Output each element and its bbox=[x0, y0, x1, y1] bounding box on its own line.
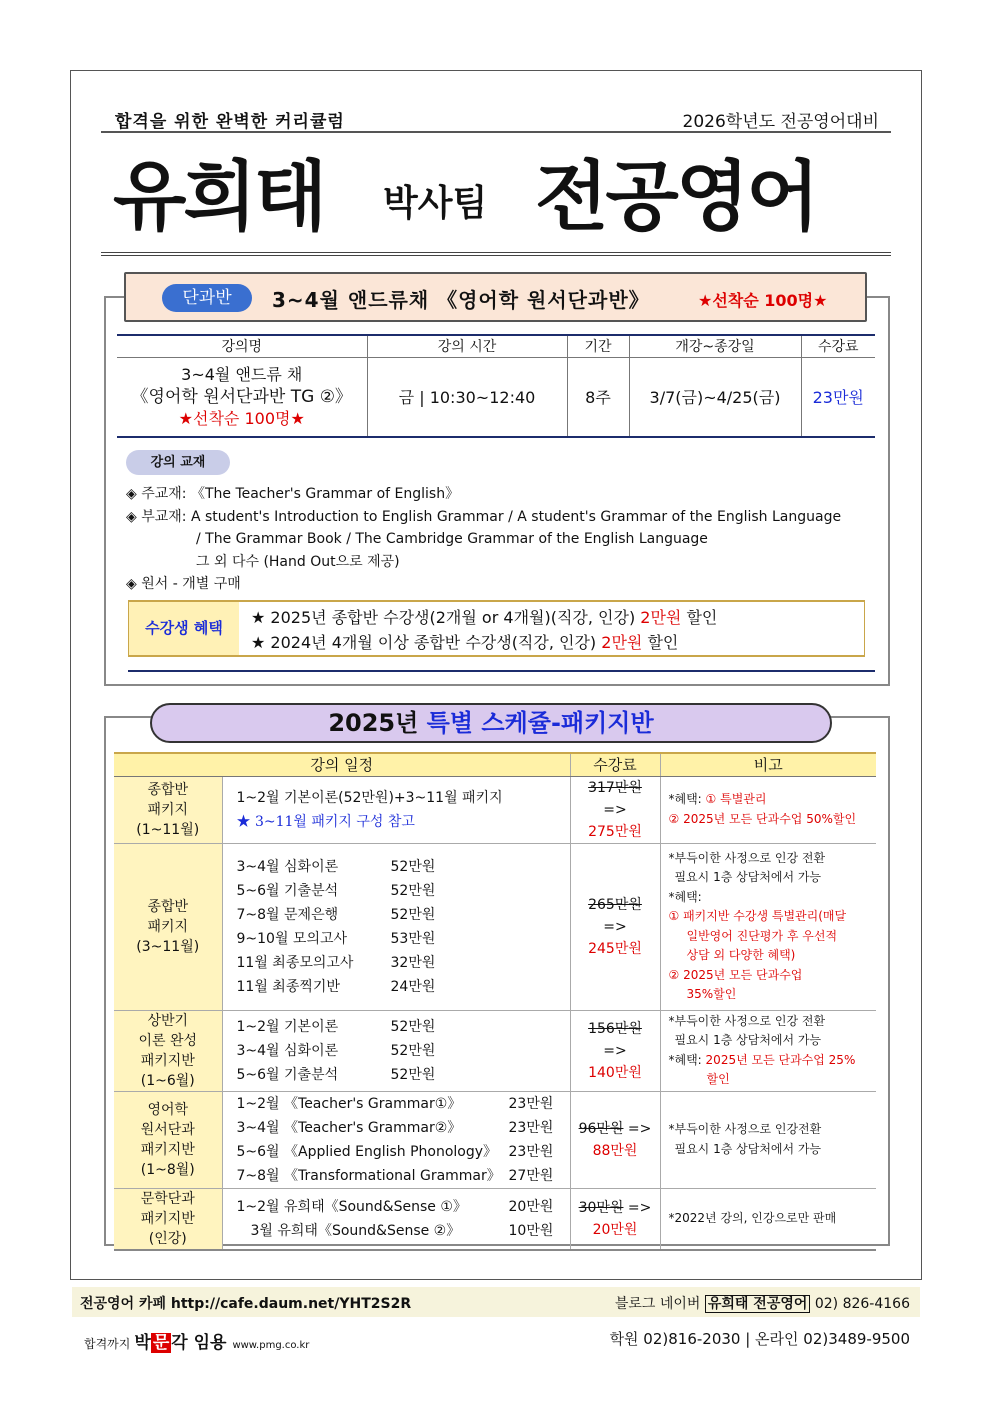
col-note: 비고 bbox=[660, 753, 876, 776]
col-fee: 수강료 bbox=[570, 753, 660, 776]
sub-textbook-1: ◈ 부교재: A student's Introduction to English Grammar / A student's Grammar of the English Language bbox=[126, 508, 842, 525]
benefit-2-amount: 2만원 bbox=[601, 633, 643, 652]
footer bbox=[84, 1326, 910, 1354]
package-title-text: 특별 스케쥴-패키지반 bbox=[426, 709, 654, 737]
row-schedule: 1~2월 《Teacher's Grammar①》 23만원 3~4월 《Teacher's Grammar②》 23만원 5~6월 《Applied English Phonology》 23만원 7~8월 《Transformational Grammar》 27만원 bbox=[222, 1091, 570, 1188]
row-fee: 156만원 => 140만원 bbox=[570, 1010, 660, 1091]
course-type-pill: 단과반 bbox=[162, 284, 252, 312]
course-name-line3: ★선착순 100명★ bbox=[178, 408, 305, 428]
row-fee: 96만원 => 88만원 bbox=[570, 1091, 660, 1188]
sub-textbook-2: / The Grammar Book / The Cambridge Grammar of the English Language bbox=[196, 531, 708, 547]
table-row bbox=[114, 843, 876, 1010]
benefit-line-2 bbox=[251, 630, 717, 655]
col-course-name: 강의명 bbox=[117, 335, 367, 357]
year-label: 2026학년도 전공영어대비 bbox=[682, 112, 879, 132]
row-note: *부득이한 사정으로 인강 전환 필요시 1층 상담처에서 가능 *혜택: ① 패키지반 수강생 특별관리(매달 일반영어 진단평가 후 우선적 상담 외 다양한 혜택) ② 2025년 모든 단과수업 35%할인 bbox=[660, 843, 876, 1010]
contact-bar bbox=[72, 1287, 920, 1317]
course-table bbox=[117, 334, 875, 438]
course-title: 3~4월 앤드류채 《영어학 원서단과반》 bbox=[272, 288, 650, 312]
benefit-1-amount: 2만원 bbox=[640, 608, 682, 627]
time-cell: 금 | 10:30~12:40 bbox=[367, 357, 567, 437]
dates-cell: 3/7(금)~4/25(금) bbox=[629, 357, 801, 437]
title-subject: 전공영어 bbox=[535, 152, 817, 241]
benefit-2-suffix: 할인 bbox=[642, 633, 679, 652]
row-schedule: 1~2월 기본이론 52만원 3~4월 심화이론 52만원 5~6월 기출분석 52만원 bbox=[222, 1010, 570, 1091]
phone-numbers: 학원 02)816-2030 | 온라인 02)3489-9500 bbox=[609, 1330, 910, 1348]
period-cell: 8주 bbox=[567, 357, 629, 437]
main-title bbox=[101, 138, 891, 256]
col-dates: 개강~종강일 bbox=[629, 335, 801, 357]
header-top bbox=[101, 105, 891, 133]
textbook-pill: 강의 교재 bbox=[126, 450, 230, 475]
benefit-2-text: ★ 2024년 4개월 이상 종합반 수강생(직강, 인강) bbox=[251, 633, 602, 652]
tagline: 합격을 위한 완벽한 커리큘럼 bbox=[115, 112, 345, 132]
table-row bbox=[117, 357, 875, 437]
fee-cell: 23만원 bbox=[801, 357, 875, 437]
table-row bbox=[114, 1010, 876, 1091]
course-name-line2: 《영어학 원서단과반 TG ②》 bbox=[131, 386, 352, 407]
row-category: 종합반 패키지 (3~11월) bbox=[114, 843, 222, 1010]
package-title-year: 2025년 bbox=[328, 709, 427, 737]
blog-info: 블로그 네이버 유희태 전공영어 02) 826-4166 bbox=[614, 1296, 910, 1312]
row-note: *혜택: ① 특별관리 ② 2025년 모든 단과수업 50%할인 bbox=[660, 776, 876, 843]
schedule-note: ★ 3~11월 패키지 구성 참고 bbox=[236, 813, 415, 830]
col-fee: 수강료 bbox=[801, 335, 875, 357]
row-note: *2022년 강의, 인강으로만 판매 bbox=[660, 1188, 876, 1250]
benefit-lines bbox=[251, 605, 717, 655]
col-period: 기간 bbox=[567, 335, 629, 357]
benefit-1-suffix: 할인 bbox=[681, 608, 718, 627]
title-name: 유희태 bbox=[113, 152, 325, 241]
blog-link[interactable]: 유희태 전공영어 bbox=[705, 1295, 811, 1313]
cafe-link[interactable]: 전공영어 카페 http://cafe.daum.net/YHT2S2R bbox=[80, 1296, 412, 1312]
table-row bbox=[114, 1091, 876, 1188]
benefit-line-1 bbox=[251, 605, 717, 630]
benefit-label: 수강생 혜택 bbox=[129, 602, 239, 655]
package-banner bbox=[150, 703, 832, 743]
row-fee: 30만원 => 20만원 bbox=[570, 1188, 660, 1250]
publisher-logo: 합격까지 박 문 각 임용 www.pmg.co.kr bbox=[84, 1333, 310, 1353]
benefit-1-text: ★ 2025년 종합반 수강생(2개월 or 4개월)(직강, 인강) bbox=[251, 608, 641, 627]
col-time: 강의 시간 bbox=[367, 335, 567, 357]
row-category: 종합반 패키지 (1~11월) bbox=[114, 776, 222, 843]
package-table bbox=[114, 752, 876, 1251]
main-textbook: ◈ 주교재: 《The Teacher's Grammar of English》 bbox=[126, 486, 460, 502]
divider bbox=[128, 670, 875, 672]
schedule-line: 1~2월 기본이론(52만원)+3~11월 패키지 bbox=[236, 789, 503, 806]
row-category: 문학단과 패키지반 (인강) bbox=[114, 1188, 222, 1250]
course-name-cell bbox=[117, 357, 367, 437]
title-team: 박사팀 bbox=[383, 183, 488, 224]
sub-textbook-3: 그 외 다수 (Hand Out으로 제공) bbox=[196, 553, 400, 570]
row-schedule: 1~2월 유희태《Sound&Sense ①》 20만원 3월 유희태《Sound&Sense ②》 10만원 bbox=[222, 1188, 570, 1250]
original-book-note: ◈ 원서 - 개별 구매 bbox=[126, 576, 241, 592]
row-schedule: 3~4월 심화이론 52만원 5~6월 기출분석 52만원 7~8월 문제은행 52만원 9~10월 모의고사 53만원 11월 최종모의고사 32만원 11월 최종찍기반 24만원 bbox=[222, 843, 570, 1010]
table-row bbox=[114, 776, 876, 843]
row-category: 상반기 이론 완성 패키지반 (1~6월) bbox=[114, 1010, 222, 1091]
row-fee: 265만원 => 245만원 bbox=[570, 843, 660, 1010]
row-fee: 317만원 => 275만원 bbox=[570, 776, 660, 843]
row-schedule bbox=[222, 776, 570, 843]
row-note: *부득이한 사정으로 인강 전환 필요시 1층 상담처에서 가능 *혜택: 2025년 모든 단과수업 25% 할인 bbox=[660, 1010, 876, 1091]
row-category: 영어학 원서단과 패키지반 (1~8월) bbox=[114, 1091, 222, 1188]
row-note: *부득이한 사정으로 인강전환 필요시 1층 상담처에서 가능 bbox=[660, 1091, 876, 1188]
course-name-line1: 3~4월 앤드류 채 bbox=[181, 364, 303, 384]
limit-note: ★선착순 100명★ bbox=[698, 291, 828, 310]
table-row bbox=[114, 1188, 876, 1250]
textbook-list bbox=[126, 483, 841, 596]
single-course-banner bbox=[124, 272, 867, 322]
student-benefit bbox=[128, 600, 865, 657]
publisher-url[interactable]: www.pmg.co.kr bbox=[232, 1340, 310, 1351]
col-schedule: 강의 일정 bbox=[114, 753, 570, 776]
